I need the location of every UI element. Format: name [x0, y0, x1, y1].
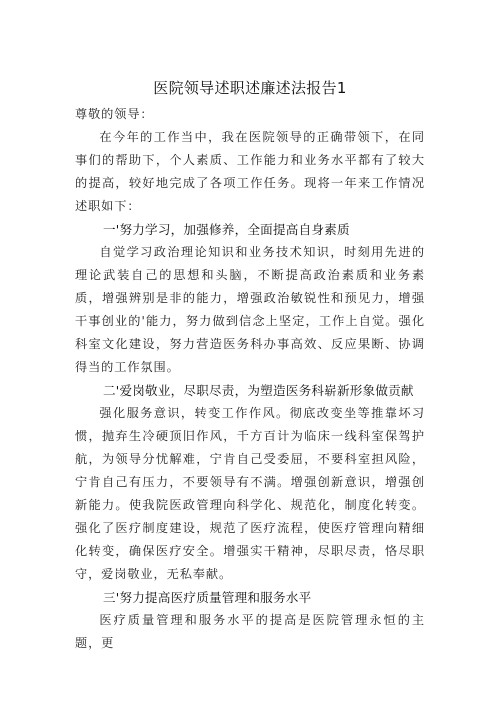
section-paragraph-2: 强化服务意识，转变工作作风。彻底改变坐等推靠坏习惯，抛弃生冷硬顶旧作风，千方百计为临床一线科室保驾护航，为领导分忧解难，宁肯自己受委屈，不要科室担风险，宁肯自己有压力，不要领导有不满。增强创新意识，增强创新能力。使我院医政管理向科学化、规范化，制度化转变。强化了医疗制度建设，规范了医疗流程，使医疗管理向精细化转变，确保医疗安全。增强实干精神，尽职尽责，恪尽职守，爱岗敬业，无私奉献。 — [75, 406, 425, 581]
document-body — [75, 103, 425, 655]
section-heading-3: 三'努力提高医疗质量管理和服务水平 — [103, 590, 312, 605]
document-title: 医院领导述职述廉述法报告1 — [153, 79, 347, 97]
salutation: 尊敬的领导： — [75, 107, 154, 121]
section-heading-1: 一'努力学习，加强修养，全面提高自身素质 — [103, 222, 350, 237]
section-paragraph-1: 自觉学习政治理论知识和业务技术知识，时刻用先进的理论武装自己的思想和头脑，不断提高政治素质和业务素质，增强辨别是非的能力，增强政治敏锐性和预见力，增强干事创业的'能力，努力做到信念上坚定，工作上自觉。强化科室文化建设，努力营造医务科办事高效、反应果断、协调得当的工作氛围。 — [75, 245, 425, 374]
section-heading-2: 二'爱岗敬业，尽职尽责，为塑造医务科崭新形象做贡献 — [103, 383, 414, 398]
intro-paragraph: 在今年的工作当中，我在医院领导的正确带领下，在同事们的帮助下，个人素质、工作能力和业务水平都有了较大的提高，较好地完成了各项工作任务。现将一年来工作情况述职如下： — [75, 130, 425, 213]
section-paragraph-3: 医疗质量管理和服务水平的提高是医院管理永恒的主题，更 — [75, 613, 425, 650]
